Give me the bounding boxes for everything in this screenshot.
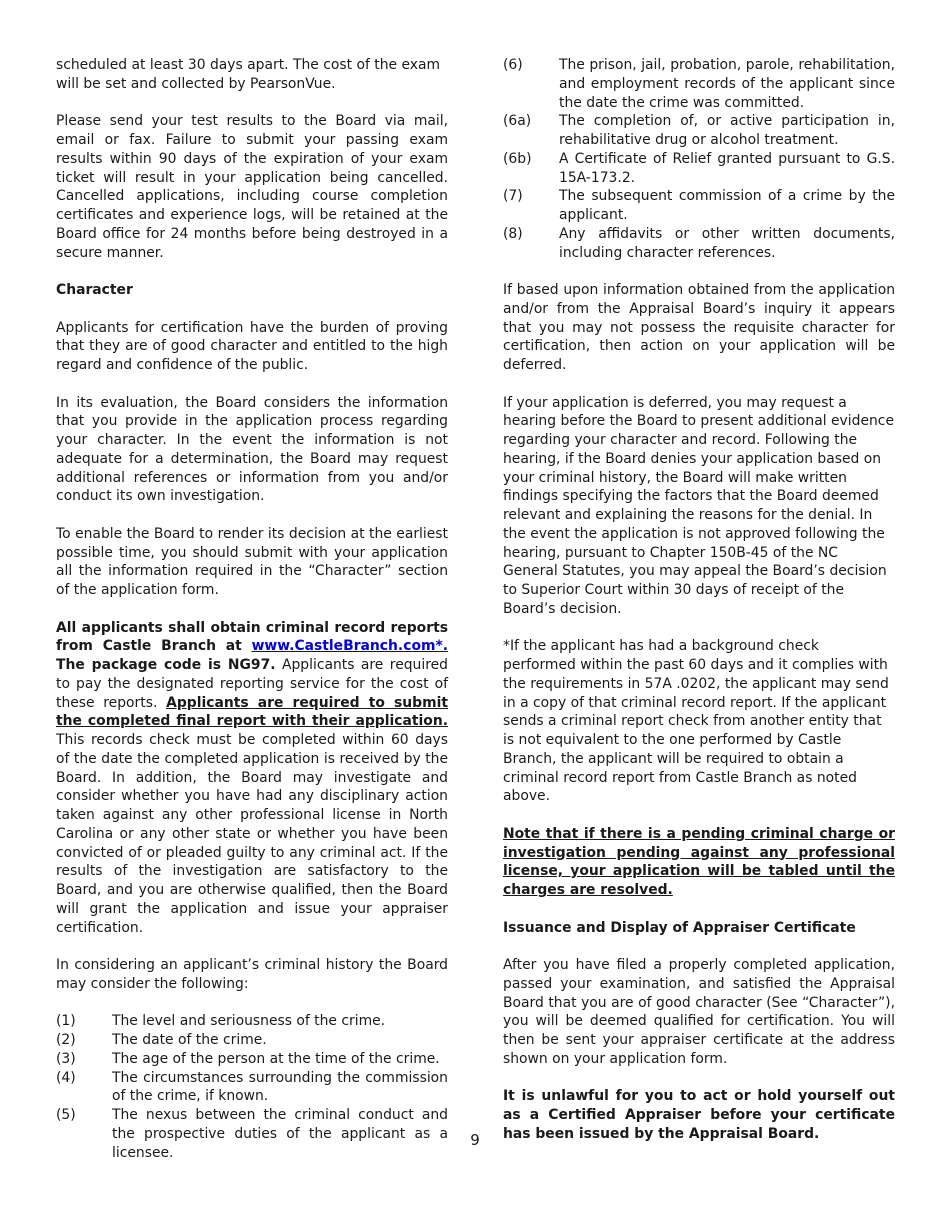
list-item-text: The subsequent commission of a crime by the applicant.	[559, 188, 895, 223]
list-item-text: A Certificate of Relief granted pursuant to G.S. 15A-173.2.	[559, 150, 895, 186]
criminal-record-details-text: This records check must be completed within 60 days of the date the completed application is received by the Board. In addition, the Board may investigate and consider whether you have had any disciplinary action taken against any other professional license in North Carolina or any other state or whether you have been convicted of or pleaded guilty to any criminal act. If the results of the investigation are satisfactory to the Board, and you are otherwise qualified, then the Board will grant the application and issue your appraiser certification.	[56, 732, 448, 936]
list-item-number: (7)	[503, 188, 523, 205]
paragraph-issuance: After you have filed a properly completed application, passed your examination, and satisfied the Appraisal Board that you are of good character (See “Character”), you will be deemed qualified for certification. You will then be sent your appraiser certificate at the address shown on your application form.	[503, 957, 895, 1067]
paragraph-burden: Applicants for certification have the burden of proving that they are of good character and entitled to the high regard and confidence of the public.	[56, 319, 448, 373]
list-item-text: The level and seriousness of the crime.	[112, 1013, 386, 1030]
criteria-list-right	[503, 56, 895, 262]
list-item-number: (5)	[56, 1107, 76, 1123]
list-item-number: (3)	[56, 1050, 76, 1067]
list-item-text: The completion of, or active participation in, rehabilitative drug or alcohol treatment.	[559, 113, 895, 148]
heading-issuance: Issuance and Display of Appraiser Certificate	[503, 919, 856, 936]
list-item-text: The prison, jail, probation, parole, rehabilitation, and employment records of the applicant since the date the crime was committed.	[559, 57, 895, 111]
left-column	[56, 56, 448, 1181]
list-item	[503, 225, 895, 263]
paragraph-exam-schedule: scheduled at least 30 days apart. The cost of the exam will be set and collected by PearsonVue.	[56, 57, 441, 92]
list-item-number: (6b)	[503, 150, 532, 167]
paragraph-evaluation: In its evaluation, the Board considers the information that you provide in the application process regarding your character. In the event the information is not adequate for a determination, the Board may request additional references or information from you and/or conduct its own investigation.	[56, 394, 448, 505]
list-item-number: (2)	[56, 1032, 76, 1048]
list-item	[56, 1050, 448, 1069]
paragraph-test-results: Please send your test results to the Board via mail, email or fax. Failure to submit your passing exam results within 90 days of the expiration of your exam ticket will result in your application being cancelled. Cancelled applications, including course completion certificates and experience logs, will be retained at the Board office for 24 months before being destroyed in a secure manner.	[56, 113, 448, 261]
right-column	[503, 56, 895, 1162]
list-item-number: (6)	[503, 57, 523, 73]
list-item	[503, 56, 895, 112]
unlawful-warning-text: It is unlawful for you to act or hold yourself out as a Certified Appraiser before your certificate has been issued by the Appraisal Board.	[503, 1088, 895, 1142]
list-item-text: The nexus between the criminal conduct and the prospective duties of the applicant as a licensee.	[112, 1107, 448, 1161]
list-item-number: (6a)	[503, 113, 532, 130]
paragraph-deferred: If based upon information obtained from the application and/or from the Appraisal Board’s inquiry it appears that you may not possess the requisite character for certification, then action on your application will be deferred.	[503, 282, 895, 373]
list-item	[56, 1069, 448, 1107]
criminal-record-cost-text: Applicants are required to pay the designated reporting service for the cost of these reports.	[56, 657, 448, 711]
list-item	[503, 112, 895, 150]
heading-character: Character	[56, 282, 133, 298]
pending-charge-notice: Note that if there is a pending criminal charge or investigation pending against any professional license, your application will be tabled until the charges are resolved.	[503, 825, 895, 898]
submit-final-report-notice: Applicants are required to submit the completed final report with their application.	[56, 694, 448, 730]
list-item	[503, 187, 895, 225]
paragraph-enable-board: To enable the Board to render its decision at the earliest possible time, you should submit with your application all the information required in the “Character” section of the application form.	[56, 525, 448, 598]
paragraph-criminal-record	[56, 619, 448, 938]
list-item	[56, 1031, 448, 1050]
page-number: 9	[470, 1131, 480, 1149]
paragraph-hearing: If your application is deferred, you may request a hearing before the Board to present additional evidence regarding your character and record. Following the hearing, if the Board denies your application based on your criminal history, the Board will make written findings specifying the factors that the Board deemed relevant and explaining the reasons for the denial. In the event the application is not approved following the hearing, pursuant to Chapter 150B-45 of the NC General Statutes, you may appeal the Board’s decision to Superior Court within 30 days of receipt of the Board’s decision.	[503, 394, 894, 617]
list-item	[503, 150, 895, 188]
list-item	[56, 1012, 448, 1031]
list-item-text: The circumstances surrounding the commission of the crime, if known.	[112, 1069, 448, 1105]
list-item-number: (1)	[56, 1013, 76, 1030]
package-code-text: The package code is NG97.	[56, 657, 276, 673]
paragraph-background-check: *If the applicant has had a background check performed within the past 60 days and it complies with the requirements in 57A .0202, the applicant may send in a copy of that criminal record report. If the applicant sends a criminal report check from another entity that is not equivalent to the one performed by Castle Branch, the applicant will be required to obtain a criminal record report from Castle Branch as noted above.	[503, 638, 889, 805]
list-item-text: Any affidavits or other written documents, including character references.	[559, 225, 895, 261]
list-item-text: The age of the person at the time of the crime.	[112, 1050, 440, 1067]
criminal-record-bold-intro: All applicants shall obtain criminal record reports from Castle Branch at	[56, 619, 448, 655]
list-item-text: The date of the crime.	[112, 1032, 267, 1048]
paragraph-criminal-history-intro: In considering an applicant’s criminal history the Board may consider the following:	[56, 957, 448, 992]
castle-branch-link[interactable]: www.CastleBranch.com*.	[251, 638, 448, 655]
list-item-number: (4)	[56, 1069, 76, 1086]
list-item-number: (8)	[503, 225, 523, 242]
